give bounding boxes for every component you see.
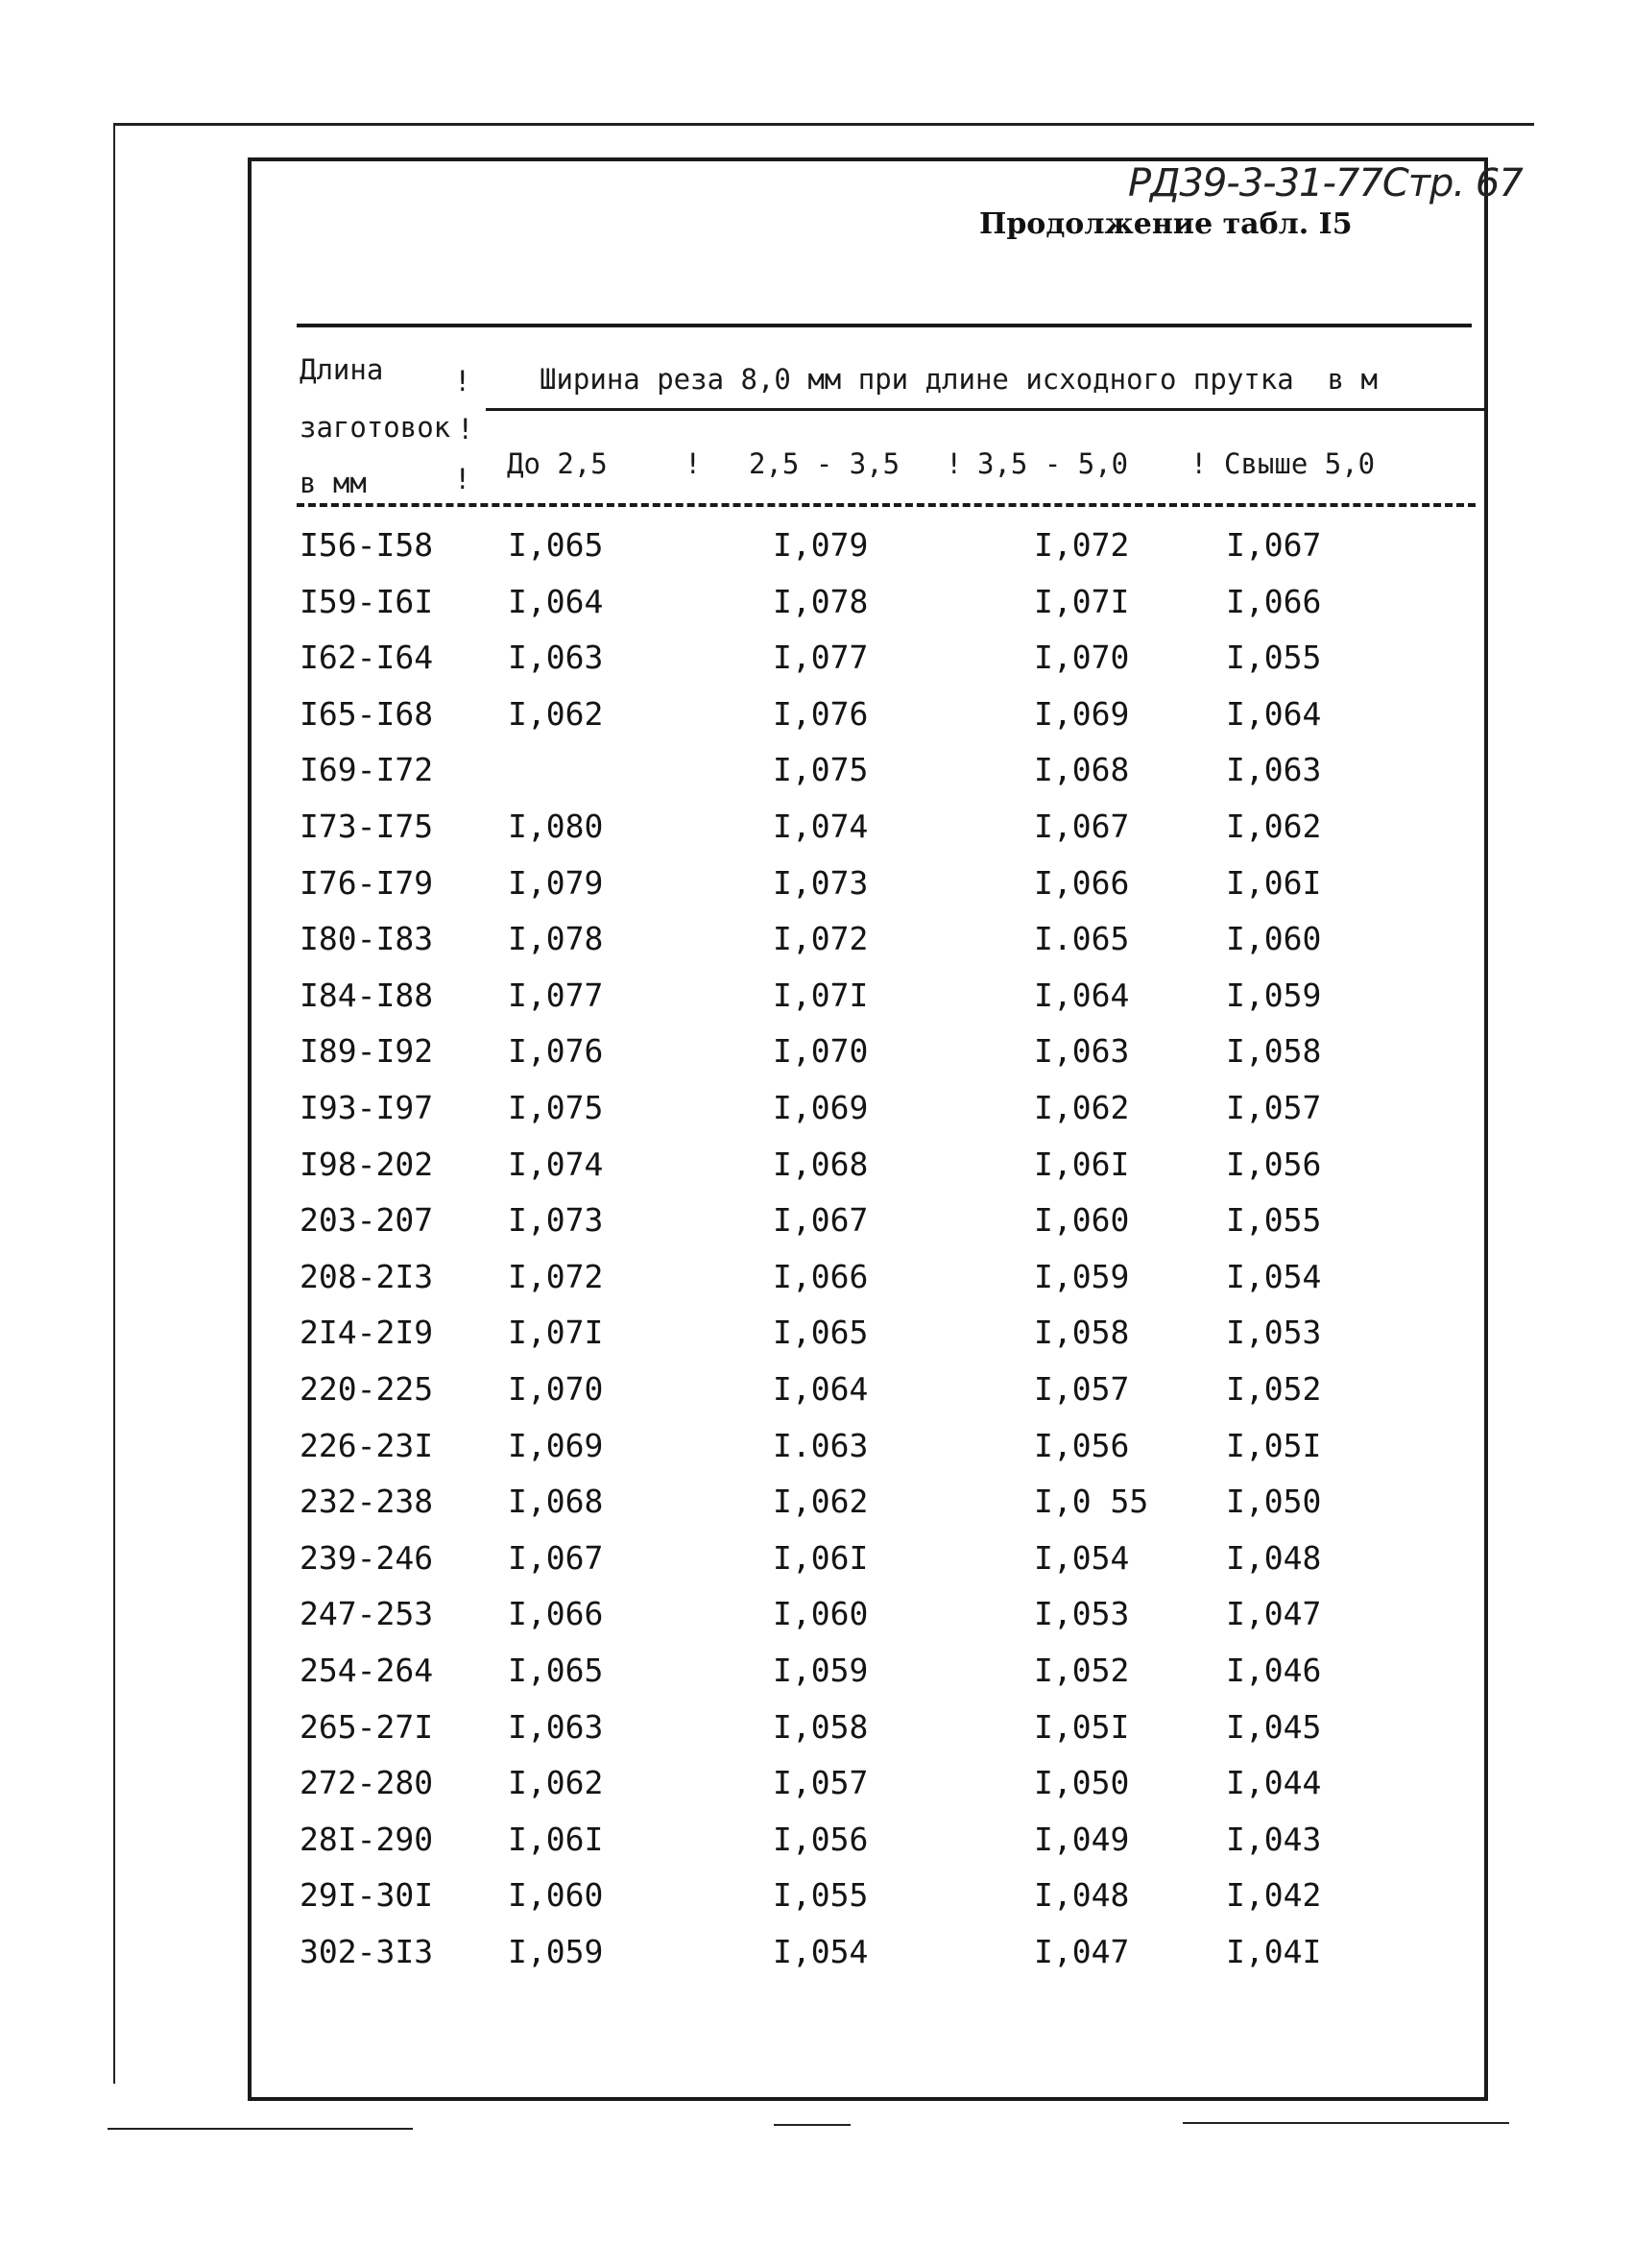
value-up-to-2-5: I,077	[508, 977, 604, 1014]
value-2-5-to-3-5: I,057	[773, 1764, 869, 1801]
value-3-5-to-5-0: I,069	[1034, 695, 1130, 733]
value-2-5-to-3-5: I,054	[773, 1933, 869, 1970]
table-row	[0, 972, 1633, 1020]
value-3-5-to-5-0: I,06I	[1034, 1146, 1130, 1183]
value-over-5-0: I,04I	[1226, 1933, 1322, 1970]
row-length-range: I93-I97	[300, 1089, 434, 1126]
value-over-5-0: I,048	[1226, 1539, 1322, 1577]
header-separator: !	[454, 463, 471, 495]
value-3-5-to-5-0: I,050	[1034, 1764, 1130, 1801]
row-length-range: 232-238	[300, 1483, 434, 1520]
value-up-to-2-5: I,080	[508, 808, 604, 845]
value-over-5-0: I,057	[1226, 1089, 1322, 1126]
value-2-5-to-3-5: I,079	[773, 526, 869, 564]
value-up-to-2-5: I,078	[508, 920, 604, 957]
table-row	[0, 634, 1633, 682]
value-up-to-2-5: I,076	[508, 1032, 604, 1070]
value-2-5-to-3-5: I,076	[773, 695, 869, 733]
value-up-to-2-5: I,059	[508, 1933, 604, 1970]
value-up-to-2-5: I,060	[508, 1876, 604, 1914]
value-over-5-0: I,054	[1226, 1258, 1322, 1295]
value-over-5-0: I,060	[1226, 920, 1322, 957]
value-over-5-0: I,055	[1226, 1201, 1322, 1239]
value-up-to-2-5: I,063	[508, 639, 604, 676]
value-3-5-to-5-0: I,067	[1034, 808, 1130, 845]
table-row	[0, 1647, 1633, 1695]
value-3-5-to-5-0: I,052	[1034, 1652, 1130, 1689]
value-over-5-0: I,044	[1226, 1764, 1322, 1801]
value-3-5-to-5-0: I,056	[1034, 1427, 1130, 1464]
value-over-5-0: I,045	[1226, 1708, 1322, 1746]
header-separator: !	[684, 447, 702, 480]
table-row	[0, 1309, 1633, 1357]
value-2-5-to-3-5: I,06I	[773, 1539, 869, 1577]
value-up-to-2-5: I,062	[508, 1764, 604, 1801]
subheader-3-5-to-5-0: 3,5 - 5,0	[977, 447, 1129, 480]
table-row	[0, 1871, 1633, 1919]
row-length-range: 239-246	[300, 1539, 434, 1577]
table-row	[0, 1253, 1633, 1301]
value-2-5-to-3-5: I,060	[773, 1595, 869, 1632]
row-length-range: 203-207	[300, 1201, 434, 1239]
width-spanning-header: Ширина реза 8,0 мм при длине исходного прутка в м	[540, 363, 1378, 396]
value-3-5-to-5-0: I.065	[1034, 920, 1130, 957]
row-length-range: 265-27I	[300, 1708, 434, 1746]
scan-bottom-line-right	[1183, 2122, 1509, 2124]
value-2-5-to-3-5: I,078	[773, 583, 869, 620]
header-separator: !	[946, 447, 963, 480]
value-over-5-0: I,052	[1226, 1370, 1322, 1408]
row-length-range: I80-I83	[300, 920, 434, 957]
table-top-rule	[297, 324, 1472, 327]
value-up-to-2-5: I,069	[508, 1427, 604, 1464]
value-2-5-to-3-5: I,067	[773, 1201, 869, 1239]
value-over-5-0: I,056	[1226, 1146, 1322, 1183]
value-2-5-to-3-5: I,056	[773, 1821, 869, 1858]
value-2-5-to-3-5: I,077	[773, 639, 869, 676]
header-dashed-rule	[297, 503, 1476, 507]
value-up-to-2-5: I,07I	[508, 1314, 604, 1351]
value-up-to-2-5: I,068	[508, 1483, 604, 1520]
value-up-to-2-5: I,065	[508, 1652, 604, 1689]
row-length-range: 208-2I3	[300, 1258, 434, 1295]
row-length-range: I69-I72	[300, 751, 434, 788]
value-2-5-to-3-5: I,066	[773, 1258, 869, 1295]
value-3-5-to-5-0: I,07I	[1034, 583, 1130, 620]
row-length-range: 247-253	[300, 1595, 434, 1632]
table-row	[0, 1084, 1633, 1132]
value-3-5-to-5-0: I,070	[1034, 639, 1130, 676]
value-2-5-to-3-5: I.063	[773, 1427, 869, 1464]
value-over-5-0: I,066	[1226, 583, 1322, 620]
table-row	[0, 1196, 1633, 1244]
value-2-5-to-3-5: I,069	[773, 1089, 869, 1126]
value-over-5-0: I,055	[1226, 639, 1322, 676]
table-row	[0, 803, 1633, 851]
table-row	[0, 1928, 1633, 1976]
value-up-to-2-5: I,062	[508, 695, 604, 733]
row-length-range: 226-23I	[300, 1427, 434, 1464]
value-2-5-to-3-5: I,070	[773, 1032, 869, 1070]
value-up-to-2-5: I,065	[508, 526, 604, 564]
value-3-5-to-5-0: I,068	[1034, 751, 1130, 788]
value-2-5-to-3-5: I,07I	[773, 977, 869, 1014]
scan-bottom-line-left	[108, 2128, 413, 2130]
value-3-5-to-5-0: I,048	[1034, 1876, 1130, 1914]
value-over-5-0: I,05I	[1226, 1427, 1322, 1464]
value-3-5-to-5-0: I,0 55	[1034, 1483, 1149, 1520]
table-row	[0, 578, 1633, 626]
col0-header-line1: Длина	[300, 353, 384, 386]
value-3-5-to-5-0: I,054	[1034, 1539, 1130, 1577]
value-3-5-to-5-0: I,063	[1034, 1032, 1130, 1070]
value-3-5-to-5-0: I,064	[1034, 977, 1130, 1014]
value-3-5-to-5-0: I,05I	[1034, 1708, 1130, 1746]
table-row	[0, 1027, 1633, 1075]
value-2-5-to-3-5: I,075	[773, 751, 869, 788]
subheader-2-5-to-3-5: 2,5 - 3,5	[749, 447, 901, 480]
value-3-5-to-5-0: I,057	[1034, 1370, 1130, 1408]
value-over-5-0: I,063	[1226, 751, 1322, 788]
row-length-range: 220-225	[300, 1370, 434, 1408]
table-row	[0, 1534, 1633, 1582]
table-row	[0, 915, 1633, 963]
value-3-5-to-5-0: I,049	[1034, 1821, 1130, 1858]
value-up-to-2-5: I,063	[508, 1708, 604, 1746]
col0-header-line3: в мм	[300, 467, 367, 499]
row-length-range: I89-I92	[300, 1032, 434, 1070]
subheader-over-5-0: Свыше 5,0	[1224, 447, 1376, 480]
value-up-to-2-5: I,072	[508, 1258, 604, 1295]
value-over-5-0: I,064	[1226, 695, 1322, 733]
row-length-range: 302-3I3	[300, 1933, 434, 1970]
value-over-5-0: I,043	[1226, 1821, 1322, 1858]
value-3-5-to-5-0: I,062	[1034, 1089, 1130, 1126]
table-row	[0, 1816, 1633, 1864]
value-over-5-0: I,050	[1226, 1483, 1322, 1520]
row-length-range: I84-I88	[300, 977, 434, 1014]
row-length-range: I98-202	[300, 1146, 434, 1183]
row-length-range: I65-I68	[300, 695, 434, 733]
table-row	[0, 746, 1633, 794]
value-up-to-2-5: I,079	[508, 864, 604, 902]
value-3-5-to-5-0: I,072	[1034, 526, 1130, 564]
value-2-5-to-3-5: I,058	[773, 1708, 869, 1746]
table-row	[0, 1365, 1633, 1413]
value-over-5-0: I,06I	[1226, 864, 1322, 902]
value-up-to-2-5: I,070	[508, 1370, 604, 1408]
row-length-range: I62-I64	[300, 639, 434, 676]
value-2-5-to-3-5: I,062	[773, 1483, 869, 1520]
value-2-5-to-3-5: I,059	[773, 1652, 869, 1689]
subheader-rule	[486, 408, 1484, 411]
value-3-5-to-5-0: I,060	[1034, 1201, 1130, 1239]
value-over-5-0: I,067	[1226, 526, 1322, 564]
value-3-5-to-5-0: I,047	[1034, 1933, 1130, 1970]
value-3-5-to-5-0: I,053	[1034, 1595, 1130, 1632]
header-separator: !	[1190, 447, 1208, 480]
table-row	[0, 521, 1633, 569]
table-row	[0, 859, 1633, 907]
row-length-range: I76-I79	[300, 864, 434, 902]
value-over-5-0: I,047	[1226, 1595, 1322, 1632]
table-row	[0, 1590, 1633, 1638]
header-separator: !	[457, 413, 474, 446]
value-up-to-2-5: I,074	[508, 1146, 604, 1183]
value-2-5-to-3-5: I,055	[773, 1876, 869, 1914]
row-length-range: 254-264	[300, 1652, 434, 1689]
table-continuation-title: Продолжение табл. I5	[979, 207, 1353, 241]
value-up-to-2-5: I,06I	[508, 1821, 604, 1858]
subheader-up-to-2-5: До 2,5	[507, 447, 608, 480]
value-2-5-to-3-5: I,074	[773, 808, 869, 845]
table-row	[0, 690, 1633, 738]
row-length-range: 2I4-2I9	[300, 1314, 434, 1351]
col0-header-line2: заготовок	[300, 411, 451, 444]
value-up-to-2-5: I,075	[508, 1089, 604, 1126]
value-2-5-to-3-5: I,073	[773, 864, 869, 902]
value-2-5-to-3-5: I,065	[773, 1314, 869, 1351]
value-2-5-to-3-5: I,068	[773, 1146, 869, 1183]
value-over-5-0: I,046	[1226, 1652, 1322, 1689]
table-row	[0, 1422, 1633, 1470]
value-up-to-2-5: I,067	[508, 1539, 604, 1577]
scan-bottom-line-mid	[774, 2124, 851, 2126]
row-length-range: I59-I6I	[300, 583, 434, 620]
value-up-to-2-5: I,066	[508, 1595, 604, 1632]
value-2-5-to-3-5: I,064	[773, 1370, 869, 1408]
header-separator: !	[454, 365, 471, 398]
table-row	[0, 1478, 1633, 1526]
value-2-5-to-3-5: I,072	[773, 920, 869, 957]
value-up-to-2-5: I,064	[508, 583, 604, 620]
row-length-range: 272-280	[300, 1764, 434, 1801]
value-over-5-0: I,059	[1226, 977, 1322, 1014]
value-over-5-0: I,053	[1226, 1314, 1322, 1351]
document-code: РД39-3-31-77Стр. 67	[1128, 161, 1523, 205]
value-over-5-0: I,058	[1226, 1032, 1322, 1070]
scan-top-line	[113, 123, 1534, 126]
row-length-range: 28I-290	[300, 1821, 434, 1858]
value-3-5-to-5-0: I,058	[1034, 1314, 1130, 1351]
value-3-5-to-5-0: I,066	[1034, 864, 1130, 902]
table-row	[0, 1703, 1633, 1751]
value-up-to-2-5: I,073	[508, 1201, 604, 1239]
row-length-range: 29I-30I	[300, 1876, 434, 1914]
row-length-range: I56-I58	[300, 526, 434, 564]
table-row	[0, 1141, 1633, 1189]
table-row	[0, 1759, 1633, 1807]
value-3-5-to-5-0: I,059	[1034, 1258, 1130, 1295]
value-over-5-0: I,042	[1226, 1876, 1322, 1914]
row-length-range: I73-I75	[300, 808, 434, 845]
value-over-5-0: I,062	[1226, 808, 1322, 845]
